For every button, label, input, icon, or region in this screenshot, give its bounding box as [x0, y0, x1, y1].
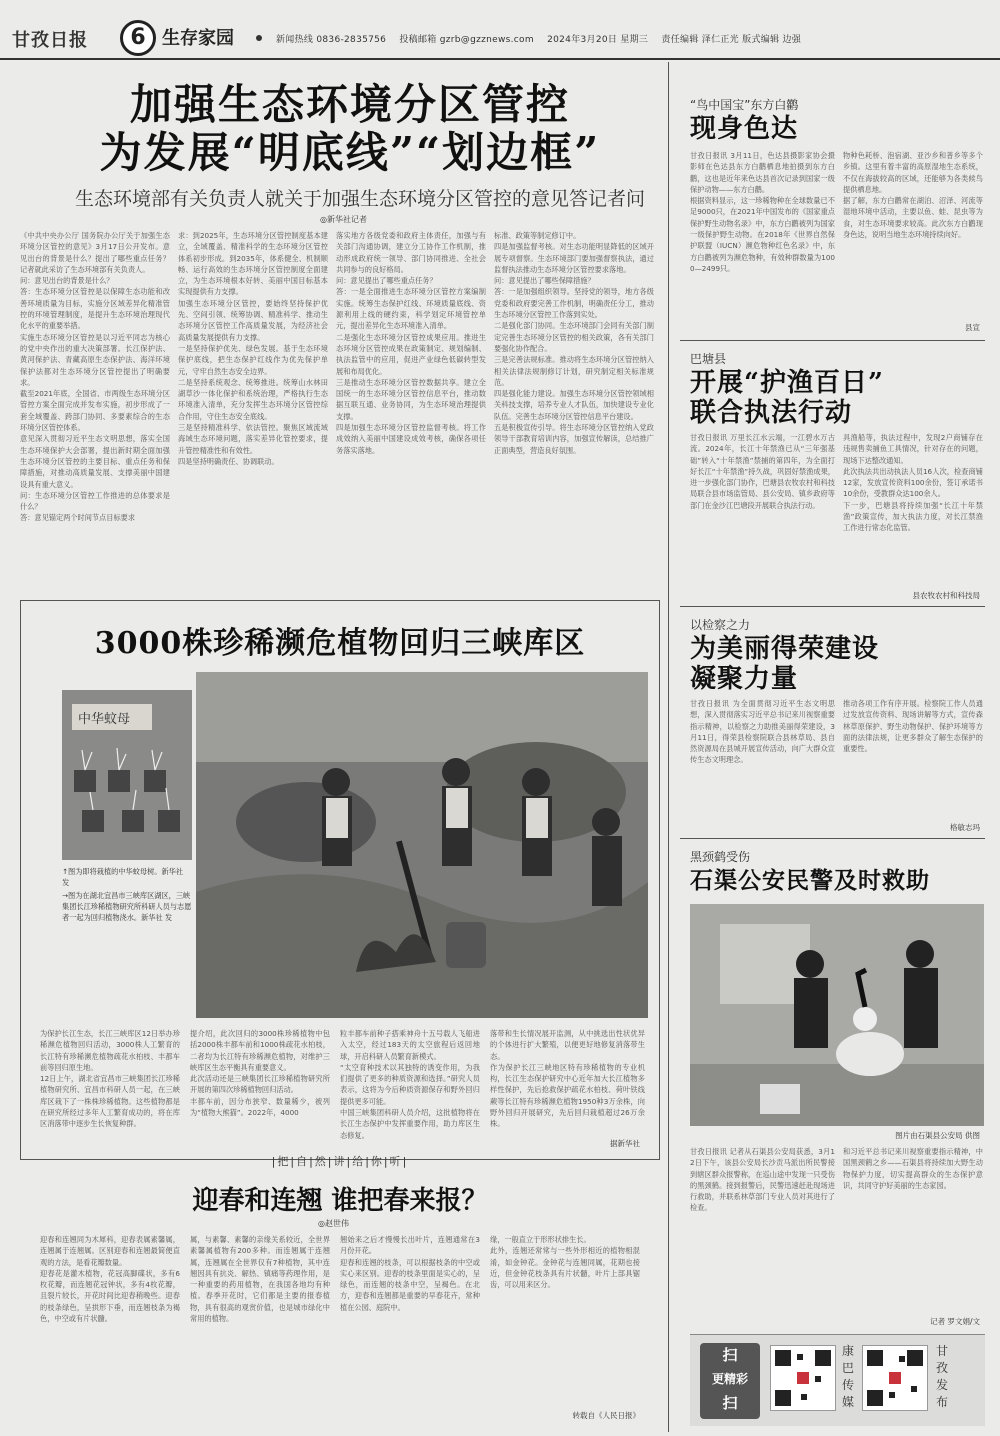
brand-kangba: 康巴传媒 — [842, 1344, 855, 1409]
lead-column-4: 标准、政策等制定修订中。 四是加强监督考核。对生态功能明显降低的区域开展专项督察。生态环境部门要加强督察执法，通过监督执法推动生态环境分区管控要求落地。 问：意见提出了哪些保障措施？ 答：一是加强组织领导。坚持党的领导，地方各级党委和政府要完善工作机制，明确责任分工，推动生态环境分区管控工作落到实处。 二是强化部门协同。生态环境部门会同有关部门制定完善生态环境分区管控的相关政策，各有关部门要强化协作配合。 三是完善法规标准。推动将生态环境分区管控纳入相关法律法规制修订计划，研究制定相关标准规范。 四是强化能力建设。加强生态环境分区管控领域相关科技支撑，培养专业人才队伍，加快建设专业化队伍。完善生态环境分区管控信息平台建设。 五是积极宣传引导。将生态环境分区管控纳入党政领导干部教育培训内容，加强宣传解读，总结推广正面典型，营造良好氛围。 — [494, 231, 654, 455]
prosecutor-title-2: 凝聚力量 — [690, 664, 799, 694]
plant-article-title: 3000株珍稀濒危植物回归三峡库区 — [94, 626, 586, 661]
batang-body-1: 甘孜日报讯 万里长江水云端，一江碧水万古流。2024年，长江十年禁渔已从“三年强基础”转入“十年禁渔”禁捕的第四年，为全面打好长江“十年禁渔”持久战，巩固好禁渔成果，进一步强化部门协作，巴塘县农牧农村和科技局联合县市场监管局、县公安局、镇乡政府等部门在金沙江巴塘段开展联合执法行动。 — [690, 433, 835, 510]
crane-kicker: 黑颈鹤受伤 — [690, 850, 751, 864]
spring-column-1: 迎春和连翘同为木犀科，迎春表属素馨属，连翘属于连翘属。区别迎春和连翘最简便直观的方法，是看花瓣数量。 迎春花是灌木植物，花冠高脚碟状，多有6枚花瓣，而连翘花冠钟状，多有4枚花瓣，且裂片较长，开花时间比迎春稍晚些。迎春的枝条绿色，呈拱形下垂，而连翘枝条为褐色，中空或有片状髓。 — [40, 1235, 180, 1324]
brand-ganzi: 甘孜发布 — [936, 1344, 949, 1409]
stork-source: 县宣 — [965, 323, 980, 332]
email: 投稿邮箱 gzrb@gzznews.com — [399, 35, 534, 45]
prosecutor-title-1: 为美丽得荣建设 — [690, 634, 880, 664]
spring-byline: ◎赵世伟 — [318, 1219, 349, 1228]
promo-scan-1: 扫 — [722, 1346, 738, 1364]
qr-code-ganzi[interactable] — [862, 1345, 928, 1411]
lead-column-3: 落实地方各级党委和政府主体责任，加强与有关部门沟通协调，建立分工协作工作机制，推动形成政府统一领导、部门协同推进、全社会共同参与的良好格局。 问：意见提出了哪些重点任务？ 答：一是全面推进生态环境分区管控方案编制实施。统筹生态保护红线、环境质量底线、资源利用上线的硬约束，科学划定环境管控单元，提出差异化生态环境准入清单。 二是强化生态环境分区管控成果应用。推进生态环境分区管控成果在政策制定、规划编制、执法监管中的应用，促进产业绿色低碳转型发展和布局优化。 三是推动生态环境分区管控数据共享。建立全国统一的生态环境分区管控信息平台，推动数据互联互通、业务协同，为生态环境治理提供支撑。 四是加强生态环境分区管控监督考核。将工作成效纳入美丽中国建设成效考核，确保各项任务落实落地。 — [336, 231, 486, 455]
crane-rescue-photo — [690, 904, 984, 1126]
plant-body-2: 提介绍，此次回归的3000株珍稀植物中包括2000株丰都车前和1000株疏花水柏枝，二者均为长江特有珍稀濒危植物，对维护三峡库区生态平衡具有重要意义。 此次活动还是三峡集团长江珍稀植物研究所开展的第四次珍稀植物回归活动。 丰都车前，因分布狭窄、数量稀少，被列为“植物大熊猫”。2022年，4000 — [190, 1029, 330, 1118]
photo-caption-2: →图为在湖北宜昌市三峡库区湖区，三峡集团长江珍稀植物研究所科研人员与志愿者一起为回归植物浇水。新华社 发 — [62, 891, 192, 922]
prosecutor-body-1: 甘孜日报讯 为全面贯彻习近平生态文明思想，深入贯彻落实习近平总书记来川视察重要指示精神，以检察之力助推美丽得荣建设，3月11日，得荣县检察院联合县林草局、县自然资源局在县城开展宣传活动，向广大群众宣传生态文明理念。 — [690, 699, 835, 765]
qr-code-kangba[interactable] — [770, 1345, 836, 1411]
stork-body-2: 物种色耗桥、泡宿湖、亚沙乡和普乡等多个乡镇。这里有着丰富的高原湿地生态系统，不仅在海拔较高的区域，还能够为各类候鸟提供栖息地。 据了解，东方白鹳常在湖泊、沼泽、河流等湿地环境中活动，主要以鱼、蛙、昆虫等为食，对生态环境要求较高。此次东方白鹳现身色达，说明当地生态环境持续向好。 — [843, 151, 983, 240]
page-number: 6 — [120, 20, 156, 56]
crane-title: 石渠公安民警及时救助 — [690, 867, 930, 894]
prosecutor-kicker: 以检察之力 — [690, 618, 751, 632]
volunteers-photo — [196, 672, 648, 1018]
plant-source: 据新华社 — [610, 1139, 640, 1148]
spring-column-3: 翘始来之后才慢慢长出叶片，连翘通常在3月份开花。 迎春和连翘的枝条，可以根据枝条的中空或实心来区别。迎春的枝条里面是实心的，呈绿色，而连翘的枝条中空，呈褐色。在北方，迎春和连翘都是重要的早春花卉，常种植在公园、庭院中。 — [340, 1235, 480, 1312]
spring-source: 转载自《人民日报》 — [572, 1411, 640, 1420]
batang-source: 县农牧农村和科技局 — [912, 591, 980, 600]
masthead-info — [276, 32, 811, 45]
seedling-illustration — [62, 690, 192, 860]
promo-bar — [690, 1334, 985, 1426]
plant-body-4: 落带和生长情况展开监测，从中挑选出性状优异的个体进行扩大繁殖，以便更好地修复消落带生态。 作为保护长江三峡地区特有珍稀植物的专业机构，长江生态保护研究中心近年加大长江植物多样性保护，先后抢救保护疏花水柏枝、荷叶铁线蕨等长江特有珍稀濒危植物1950种3万余株，向野外回归开展研究，先后回归栽植超过26万余株。 — [490, 1029, 645, 1129]
plant-body-1: 为保护长江生态，长江三峡库区12日举办珍稀濒危植物回归活动，3000株人工繁育的长江特有珍稀濒危植物疏花水柏枝、丰都车前等回归原生地。 12日上午，湖北省宜昌市三峡集团长江珍稀植物研究所、宜昌市科研人员一起，在三峡库区栽下了一株株珍稀植物。这些植物都是在研究所经过多年人工繁育成功的，将在库区消落带中逐步生长恢复种群。 — [40, 1029, 180, 1129]
stork-kicker: “鸟中国宝”东方白鹳 — [690, 98, 799, 112]
column-label: |把|自|然|讲|给|你|听| — [271, 1155, 409, 1168]
svg-text:中华蚊母: 中华蚊母 — [78, 712, 131, 727]
batang-title-1: 开展“护渔百日” — [690, 368, 884, 398]
lead-subtitle: 生态环境部有关负责人就关于加强生态环境分区管控的意见答记者问 — [74, 188, 645, 210]
editors: 责任编辑 泽仁正光 版式编辑 边强 — [661, 35, 802, 45]
masthead — [0, 0, 1000, 60]
crane-source: 记者 罗文娟/文 — [930, 1317, 980, 1326]
qr-icon — [863, 1346, 927, 1410]
prosecutor-body-2: 推动各项工作有序开展。检察院工作人员通过发放宣传资料、现场讲解等方式，宣传森林草原保护、野生动物保护、保护环境等方面的法律法规，让更多群众了解生态保护的重要性。 — [843, 699, 983, 754]
scan-promo — [700, 1343, 760, 1419]
spring-column-2: 属，与素馨、素馨的亲缘关系较近，全世界素馨属植物有200多种。而连翘属于连翘属，连翘属在全世界仅有7种植物，其中连翘因具有抗炎、解热、镇痛等药理作用，是一种重要的药用植物，在我国各地均有种植。春季开花时，它们都是主要的报春植物，具有很高的观赏价值，也是城市绿化中常用的植物。 — [190, 1235, 330, 1324]
promo-more: 更精彩 — [711, 1372, 748, 1386]
batang-title-2: 联合执法行动 — [690, 398, 853, 428]
spring-article-title: 迎春和连翘 谁把春来报？ — [192, 1186, 488, 1216]
column-divider — [668, 62, 669, 1432]
crane-illustration — [690, 904, 984, 1126]
lead-byline: ◎新华社记者 — [320, 215, 367, 224]
qr-icon — [771, 1346, 835, 1410]
spring-column-4: 缘，一般直立于形形状排生长。 此外，连翘还常常与一些外形相近的植物相混淆，如金钟花。金钟花与连翘同属，花期也接近，但金钟花枝条具有片状髓，叶片上部具锯齿，可以用来区分。 — [490, 1235, 640, 1290]
plant-body-3: 粒丰都车前种子搭乘神舟十五号载人飞船进入太空，经过183天的太空旅程后返回地球，开启科研人员繁育新模式。 “太空育种技术以其独特的诱变作用，为我们提供了更多的种质资源和选择。”研究人员表示，这将为今后种质资源保存和野外回归提供更多可能。 中国三峡集团科研人员介绍，这批植物将在长江生态保护中发挥重要作用，助力库区生态修复。 — [340, 1029, 480, 1140]
crane-photo-credit: 图片由石渠县公安局 供图 — [895, 1131, 980, 1140]
divider — [680, 838, 985, 839]
crane-body-1: 甘孜日报讯 记者从石渠县公安局获悉，3月12日下午，该县公安局长沙贡马派出所民警接到辖区群众报警称，在巡山途中发现一只受伤的黑颈鹤。接到报警后，民警迅速赶赴现场进行救助，并联系林草部门专业人员对其进行了检查。 — [690, 1147, 835, 1213]
section-name: 生存家园 — [162, 28, 234, 49]
crane-body-2: 和习近平总书记来川视察重要指示精神，中国黑颈鹤之乡——石渠县将持续加大野生动物保护力度，切实提高群众的生态保护意识，共同守护好美丽的生态家园。 — [843, 1147, 983, 1190]
stork-title: 现身色达 — [690, 114, 799, 144]
stork-body-1: 甘孜日报讯 3月11日，色达县摄影家协会摄影师在色达县东方白鹳栖息地拍摄到东方白鹳，这也是近年来色达县首次记录到国家一级保护动物——东方白鹳。 根据资料显示，这一珍稀物种在全球数量已不足9000只，在2021年中国发布的《国家重点保护野生动物名录》中，东方白鹳被列为国家一级保护野生动物。在2018年《世界自然保护联盟（IUCN）濒危物种红色名录》中，东方白鹳被列为濒危物种，有效种群数量为1000—2499只。 — [690, 151, 835, 273]
lead-column-1: 《中共中央办公厅 国务院办公厅关于加强生态环境分区管控的意见》3月17日公开发布。意见出台的背景是什么？提出了哪些重点任务？记者就此采访了生态环境部有关负责人。 问：意见出台的背景是什么？ 答：生态环境分区管控是以保障生态功能和改善环境质量为目标，实施分区域差异化精准管控的环境管理制度，是提升生态环境治理现代化水平的重要举措。 实施生态环境分区管控是以习近平同志为核心的党中央作出的重大决策部署。长江保护法、黄河保护法、青藏高原生态保护法、海洋环境保护法都对生态环境分区管控提出了明确要求。 截至2021年底，全国省、市两级生态环境分区管控方案全面完成并发布实施，初步形成了一套全域覆盖、跨部门协同、多要素综合的生态环境分区管控体系。 意见深入贯彻习近平生态文明思想，落实全国生态环境保护大会部署，提出新时期全面加强生态环境分区管控的主要目标、重点任务和保障措施，对推动高质量发展、支撑美丽中国建设具有重大意义。 问：生态环境分区管控工作推进的总体要求是什么？ 答：意见锚定两个时间节点目标要求 — [20, 231, 170, 523]
promo-scan-2: 扫 — [722, 1394, 738, 1412]
prosecutor-source: 格敏志玛 — [950, 823, 980, 832]
paper-logo: 甘孜日报 — [12, 30, 88, 51]
divider — [680, 340, 985, 341]
batang-body-2: 具渔船等，执法过程中，发现2户商铺存在违规售卖捕鱼工具情况，针对存在的问题，现场下达整改通知。 此次执法共出动执法人员16人次，检查商铺12家，发放宣传资料100余份，签订承诺书10余份，受教群众达100余人。 下一步，巴塘县将持续加强“长江十年禁渔”政策宣传，加大执法力度，对长江禁渔工作进行常态化监管。 — [843, 433, 983, 533]
lead-title-line1: 加强生态环境分区管控 — [129, 80, 570, 129]
divider — [680, 606, 985, 607]
lead-column-2: 求：到2025年，生态环境分区管控制度基本建立，全域覆盖、精准科学的生态环境分区管控体系初步形成。到2035年，体系健全、机制顺畅、运行高效的生态环境分区管控制度全面建立，为生态环境根本好转、美丽中国目标基本实现提供有力支撑。 加强生态环境分区管控，要始终坚持保护优先、空间引领、统筹协调、精准科学、推动生态环境分区管控工作高质量发展，为经济社会高质量发展提供有力支撑。 一是坚持保护优先、绿色发展。基于生态环境保护底线，把生态保护红线作为优先保护单元，守牢自然生态安全边界。 二是坚持系统观念、统筹推进。统筹山水林田湖草沙一体化保护和系统治理，严格执行生态环境准入清单，充分发挥生态环境分区管控综合作用，守住生态安全底线。 三是坚持精准科学、依法管控。聚焦区域流域海域生态环境问题，落实差异化管控要求，提升管控精准性和有效性。 四是坚持明确责任、协调联动。 — [178, 231, 328, 466]
lead-title-line2: 为发展“明底线”“划边框” — [99, 128, 601, 177]
batang-kicker: 巴塘县 — [690, 352, 727, 366]
bullet-dot — [256, 35, 262, 41]
volunteers-illustration — [196, 672, 648, 1018]
issue-date: 2024年3月20日 星期三 — [547, 35, 649, 45]
seedling-photo — [62, 690, 192, 860]
hotline: 新闻热线 0836-2835756 — [276, 35, 387, 45]
top-rule — [0, 58, 1000, 60]
photo-caption-1: ↑图为即将栽植的中华蚊母树。新华社 发 — [62, 867, 184, 887]
